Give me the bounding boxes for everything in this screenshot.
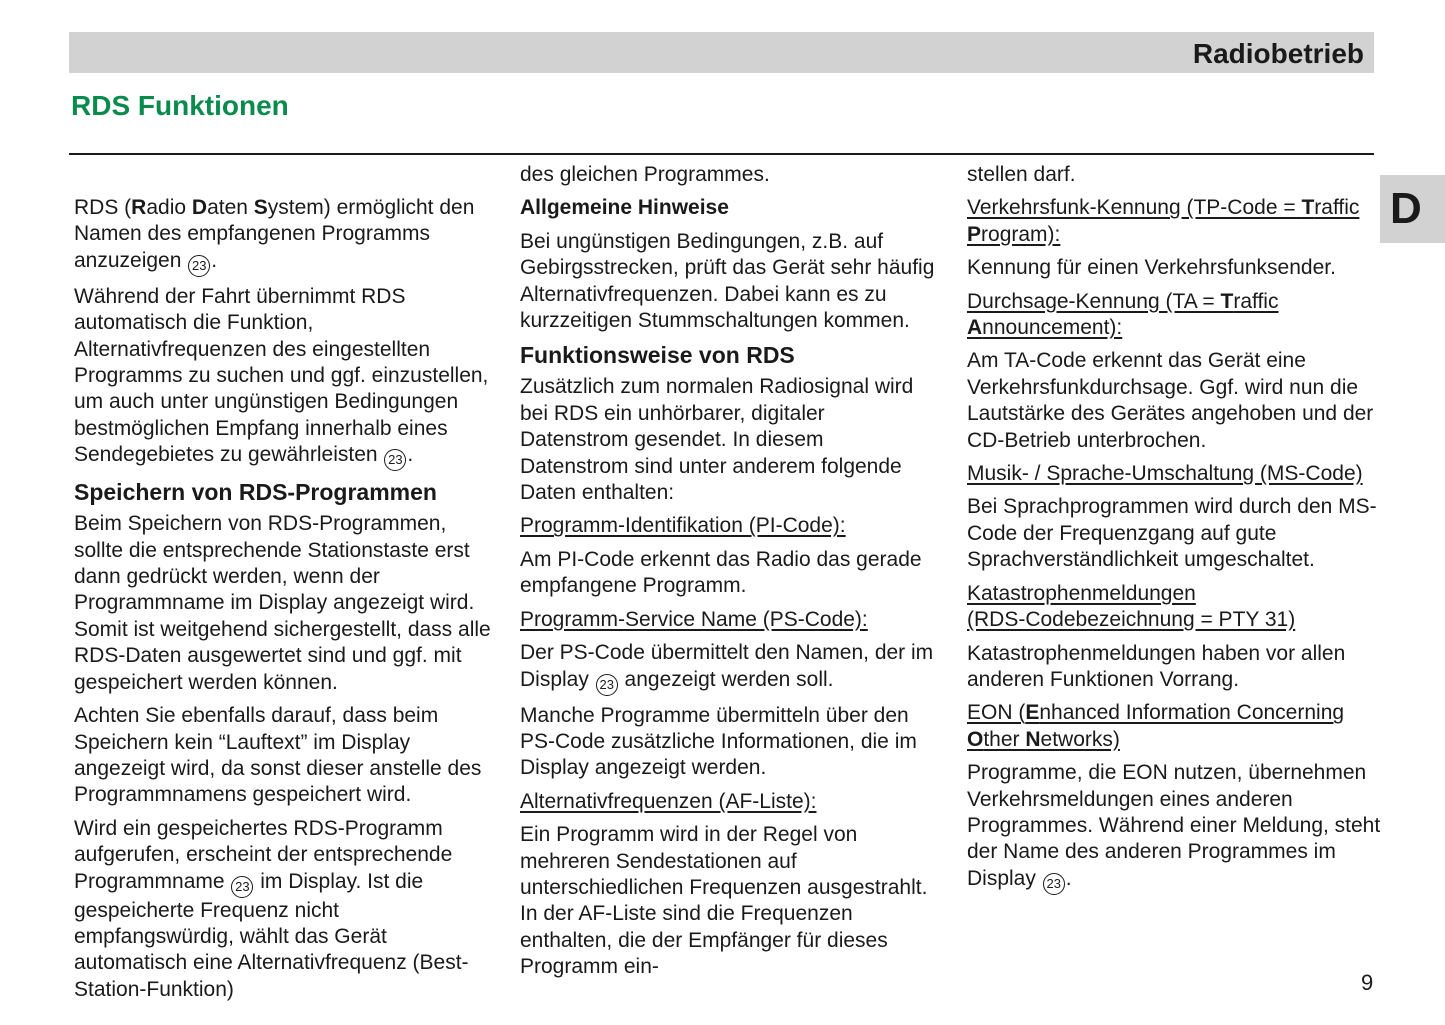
column-3 [967, 162, 1382, 902]
term-eon [967, 700, 1382, 753]
continued-paragraph: des gleichen Programmes. [520, 163, 770, 186]
funktionsweise-paragraph: Zusätzlich zum normalen Radiosignal wird bei RDS ein unhörbarer, digitaler Datenstrom gesendet. In diesem Datenstrom sind unter anderem folgende Daten enthalten: [520, 375, 914, 505]
text-run: RDS ( [74, 196, 132, 219]
text-run: nnouncement): [982, 316, 1123, 340]
text-run: im Display. Ist die gespeicherte Frequenz nicht empfangswürdig, wählt das Gerät automatisch eine Alternativfrequenz (Best-Station-Funktion) [74, 869, 469, 1001]
ps-code-paragraph-2: Manche Programme übermitteln über den PS-Code zusätzliche Informationen, die im Display angezeigt werden. [520, 703, 917, 780]
text-run: aten [207, 196, 254, 219]
allgemein-paragraph: Bei ungünstigen Bedingungen, z.B. auf Gebirgsstrecken, prüft das Gerät sehr häufig Alternativfrequenzen. Dabei kann es zu kurzzeitigen Stummschaltungen kommen. [520, 229, 935, 333]
text-run: (RDS-Codebezeichnung = PTY 31) [967, 608, 1296, 632]
term-ta-code [967, 289, 1382, 342]
text-run: N [1025, 727, 1041, 751]
af-liste-paragraph: Ein Programm wird in der Regel von mehreren Sendestationen auf unterschiedlichen Frequenzen ausgestrahlt. In der AF-Liste sind die Frequenzen enthalten, die der Empfänger für dieses Programm ein- [520, 823, 928, 979]
katastrophen-paragraph: Katastrophenmeldungen haben vor allen anderen Funktionen Vorrang. [967, 641, 1346, 691]
af-paragraph: Während der Fahrt übernimmt RDS automatisch die Funktion, Alternativfrequenzen des eingestellten Programms zu suchen und ggf. einzustellen, um auch unter ungünstigen Bedingungen bestmöglichen Empfang innerhalb eines Sendegebietes zu gewährleisten 23 . [74, 284, 494, 471]
aufrufen-paragraph [74, 816, 494, 1003]
text-run: Verkehrsfunk-Kennung (TP-Code = [967, 196, 1302, 220]
text-run: raffic [1233, 289, 1279, 313]
display-ref-icon: 23 [188, 255, 210, 277]
text-run: T [1301, 196, 1315, 220]
text-run: R [131, 196, 147, 219]
heading-funktionsweise: Funktionsweise von RDS [520, 342, 795, 369]
page-number: 9 [1361, 970, 1374, 995]
text-run: Durchsage-Kennung (TA = [967, 289, 1221, 313]
text-run: P [967, 222, 982, 246]
page-heading: RDS Funktionen [71, 90, 289, 121]
eon-paragraph: Programme, die EON nutzen, übernehmen Verkehrsmeldungen eines anderen Programmes. Während einer Meldung, steht der Name des anderen Programmes im Display 23 . [967, 760, 1382, 895]
text-run: Katastrophenmeldungen [967, 581, 1196, 605]
column-2 [520, 162, 935, 988]
text-run: nhanced Information Concerning [1039, 701, 1345, 725]
tp-code-paragraph: Kennung für einen Verkehrsfunksender. [967, 256, 1336, 280]
text-run: Der PS-Code übermittelt den Namen, der im Display [520, 641, 934, 691]
text-run: ther [983, 727, 1026, 751]
term-katastrophen [967, 581, 1382, 634]
text-run: adio [146, 196, 192, 219]
language-tab-label: D [1390, 184, 1422, 233]
lauftext-paragraph: Achten Sie ebenfalls darauf, dass beim Speichern kein “Lauftext” im Display angezeigt wird, da sonst dieser anstelle des Programmnamens gespeichert wird. [74, 704, 482, 807]
text-run: raffic [1314, 196, 1360, 220]
display-ref-icon: 23 [1043, 873, 1065, 895]
text-run: O [967, 727, 984, 751]
text-run: T [1220, 289, 1234, 313]
text-run: S [253, 196, 268, 219]
continued-paragraph: stellen darf. [967, 163, 1076, 186]
term-ms-code: Musik- / Sprache-Umschaltung (MS-Code) [967, 462, 1363, 486]
speichern-paragraph: Beim Speichern von RDS-Programmen, sollte die entsprechende Stationstaste erst dann gedrückt werden, wenn der Programmname im Display angezeigt wird. Somit ist weitgehend sichergestellt, dass alle RDS-Daten ausgewertet sind und ggf. mit gespeichert werden können. [74, 512, 491, 694]
text-run: rogram): [981, 222, 1061, 246]
term-pi-code: Programm-Identifikation (PI-Code): [520, 514, 846, 538]
display-ref-icon: 23 [231, 876, 253, 898]
text-run: E [1025, 701, 1040, 725]
ms-code-paragraph: Bei Sprachprogrammen wird durch den MS-Code der Frequenzgang auf gute Sprachverständlichkeit umgeschaltet. [967, 495, 1377, 572]
text-run: Programme, die EON nutzen, übernehmen Verkehrsmeldungen eines anderen Programmes. Während einer Meldung, steht der Name des anderen Programmes im Display [967, 761, 1381, 890]
display-ref-icon: 23 [384, 449, 406, 471]
term-ps-code: Programm-Service Name (PS-Code): [520, 607, 868, 631]
section-header-bar [69, 32, 1374, 73]
display-ref-icon: 23 [596, 674, 618, 696]
heading-rule [69, 153, 1374, 155]
text-run: angezeigt werden soll. [618, 667, 834, 691]
text-run: Während der Fahrt übernimmt RDS automatisch die Funktion, Alternativfrequenzen des eingestellten Programms zu suchen und ggf. einzustellen, um auch unter ungünstigen Bedingungen bestmöglichen Empfang innerhalb eines Sendegebietes zu gewährleisten [74, 284, 489, 467]
column-1 [74, 195, 494, 1010]
heading-allgemein: Allgemeine Hinweise [520, 196, 729, 220]
ps-code-paragraph [520, 640, 935, 695]
text-run: D [191, 196, 208, 219]
language-tab [1380, 175, 1445, 243]
term-tp-code [967, 195, 1382, 248]
text-run: etworks) [1040, 727, 1120, 751]
text-run: EON ( [967, 701, 1026, 725]
text-run: ystem) ermöglicht den Namen des empfangenen Programms anzuzeigen [74, 196, 475, 272]
text-run: Wird ein gespeichertes RDS-Programm aufgerufen, erscheint der entsprechende Programmname [74, 816, 453, 893]
rds-intro-paragraph: RDS (Radio Daten System) ermöglicht den Namen des empfangenen Programms anzuzeigen 23 . [74, 195, 494, 277]
heading-speichern: Speichern von RDS-Programmen [74, 479, 437, 506]
pi-code-paragraph: Am PI-Code erkennt das Radio das gerade empfangene Programm. [520, 547, 922, 598]
term-af-liste: Alternativfrequenzen (AF-Liste): [520, 789, 817, 813]
ta-code-paragraph: Am TA-Code erkennt das Gerät eine Verkehrsfunkdurchsage. Ggf. wird nun die Lautstärke des Gerätes angehoben und der CD-Betrieb unterbrochen. [967, 349, 1374, 452]
section-title: Radiobetrieb [1192, 38, 1364, 69]
text-run: A [967, 316, 983, 340]
